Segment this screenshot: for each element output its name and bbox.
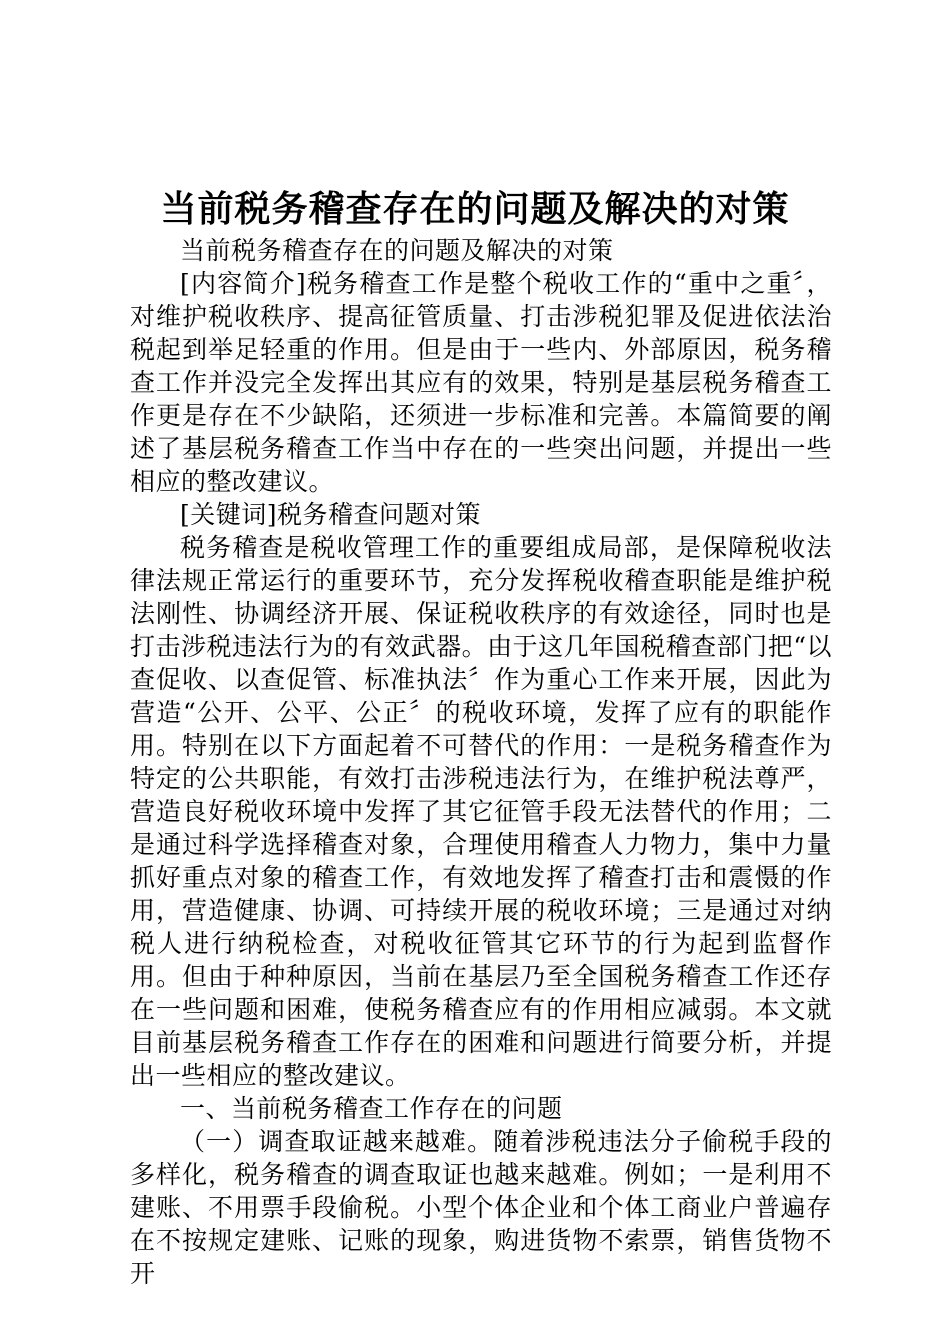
paragraph-subsection-1: （一）调查取证越来越难。随着涉税违法分子偷税手段的多样化，税务稽查的调查取证也越来越难。例如；一是利用不建账、不用票手段偷税。小型个体企业和个体工商业户普遍存在不按规定建账、记账的现象，购进货物不索票，销售货物不开	[130, 1127, 832, 1288]
section-heading: 一、当前税务稽查工作存在的问题	[180, 1094, 563, 1123]
document-body	[130, 234, 832, 1290]
paragraph-keywords: [关键词]税务稽查问题对策	[180, 500, 482, 529]
document-title: 当前税务稽查存在的问题及解决的对策	[160, 188, 790, 230]
paragraph-subtitle: 当前税务稽查存在的问题及解决的对策	[180, 236, 614, 265]
paragraph-abstract: [内容简介]税务稽查工作是整个税收工作的“重中之重〞，对维护税收秩序、提高征管质量、打击涉税犯罪及促进依法治税起到举足轻重的作用。但是由于一些内、外部原因，税务稽查工作并没完全发挥出其应有的效果，特别是基层税务稽查工作更是存在不少缺陷，还须进一步标准和完善。本篇简要的阐述了基层税务稽查工作当中存在的一些突出问题，并提出一些相应的整改建议。	[130, 269, 832, 496]
paragraph-introduction: 税务稽查是税收管理工作的重要组成局部，是保障税收法律法规正常运行的重要环节，充分发挥税收稽查职能是维护税法刚性、协调经济开展、保证税收秩序的有效途径，同时也是打击涉税违法行为的有效武器。由于这几年国税稽查部门把“以查促收、以查促管、标准执法〞作为重心工作来开展，因此为营造“公开、公平、公正〞的税收环境，发挥了应有的职能作用。特别在以下方面起着不可替代的作用：一是税务稽查作为特定的公共职能，有效打击涉税违法行为，在维护税法尊严，营造良好税收环境中发挥了其它征管手段无法替代的作用；二是通过科学选择稽查对象，合理使用稽查人力物力，集中力量抓好重点对象的稽查工作，有效地发挥了稽查打击和震慑的作用，营造健康、协调、可持续开展的税收环境；三是通过对纳税人进行纳税检查，对税收征管其它环节的行为起到监督作用。但由于种种原因，当前在基层乃至全国税务稽查工作还存在一些问题和困难，使税务稽查应有的作用相应减弱。本文就目前基层税务稽查工作存在的困难和问题进行简要分析，并提出一些相应的整改建议。	[130, 533, 832, 1090]
